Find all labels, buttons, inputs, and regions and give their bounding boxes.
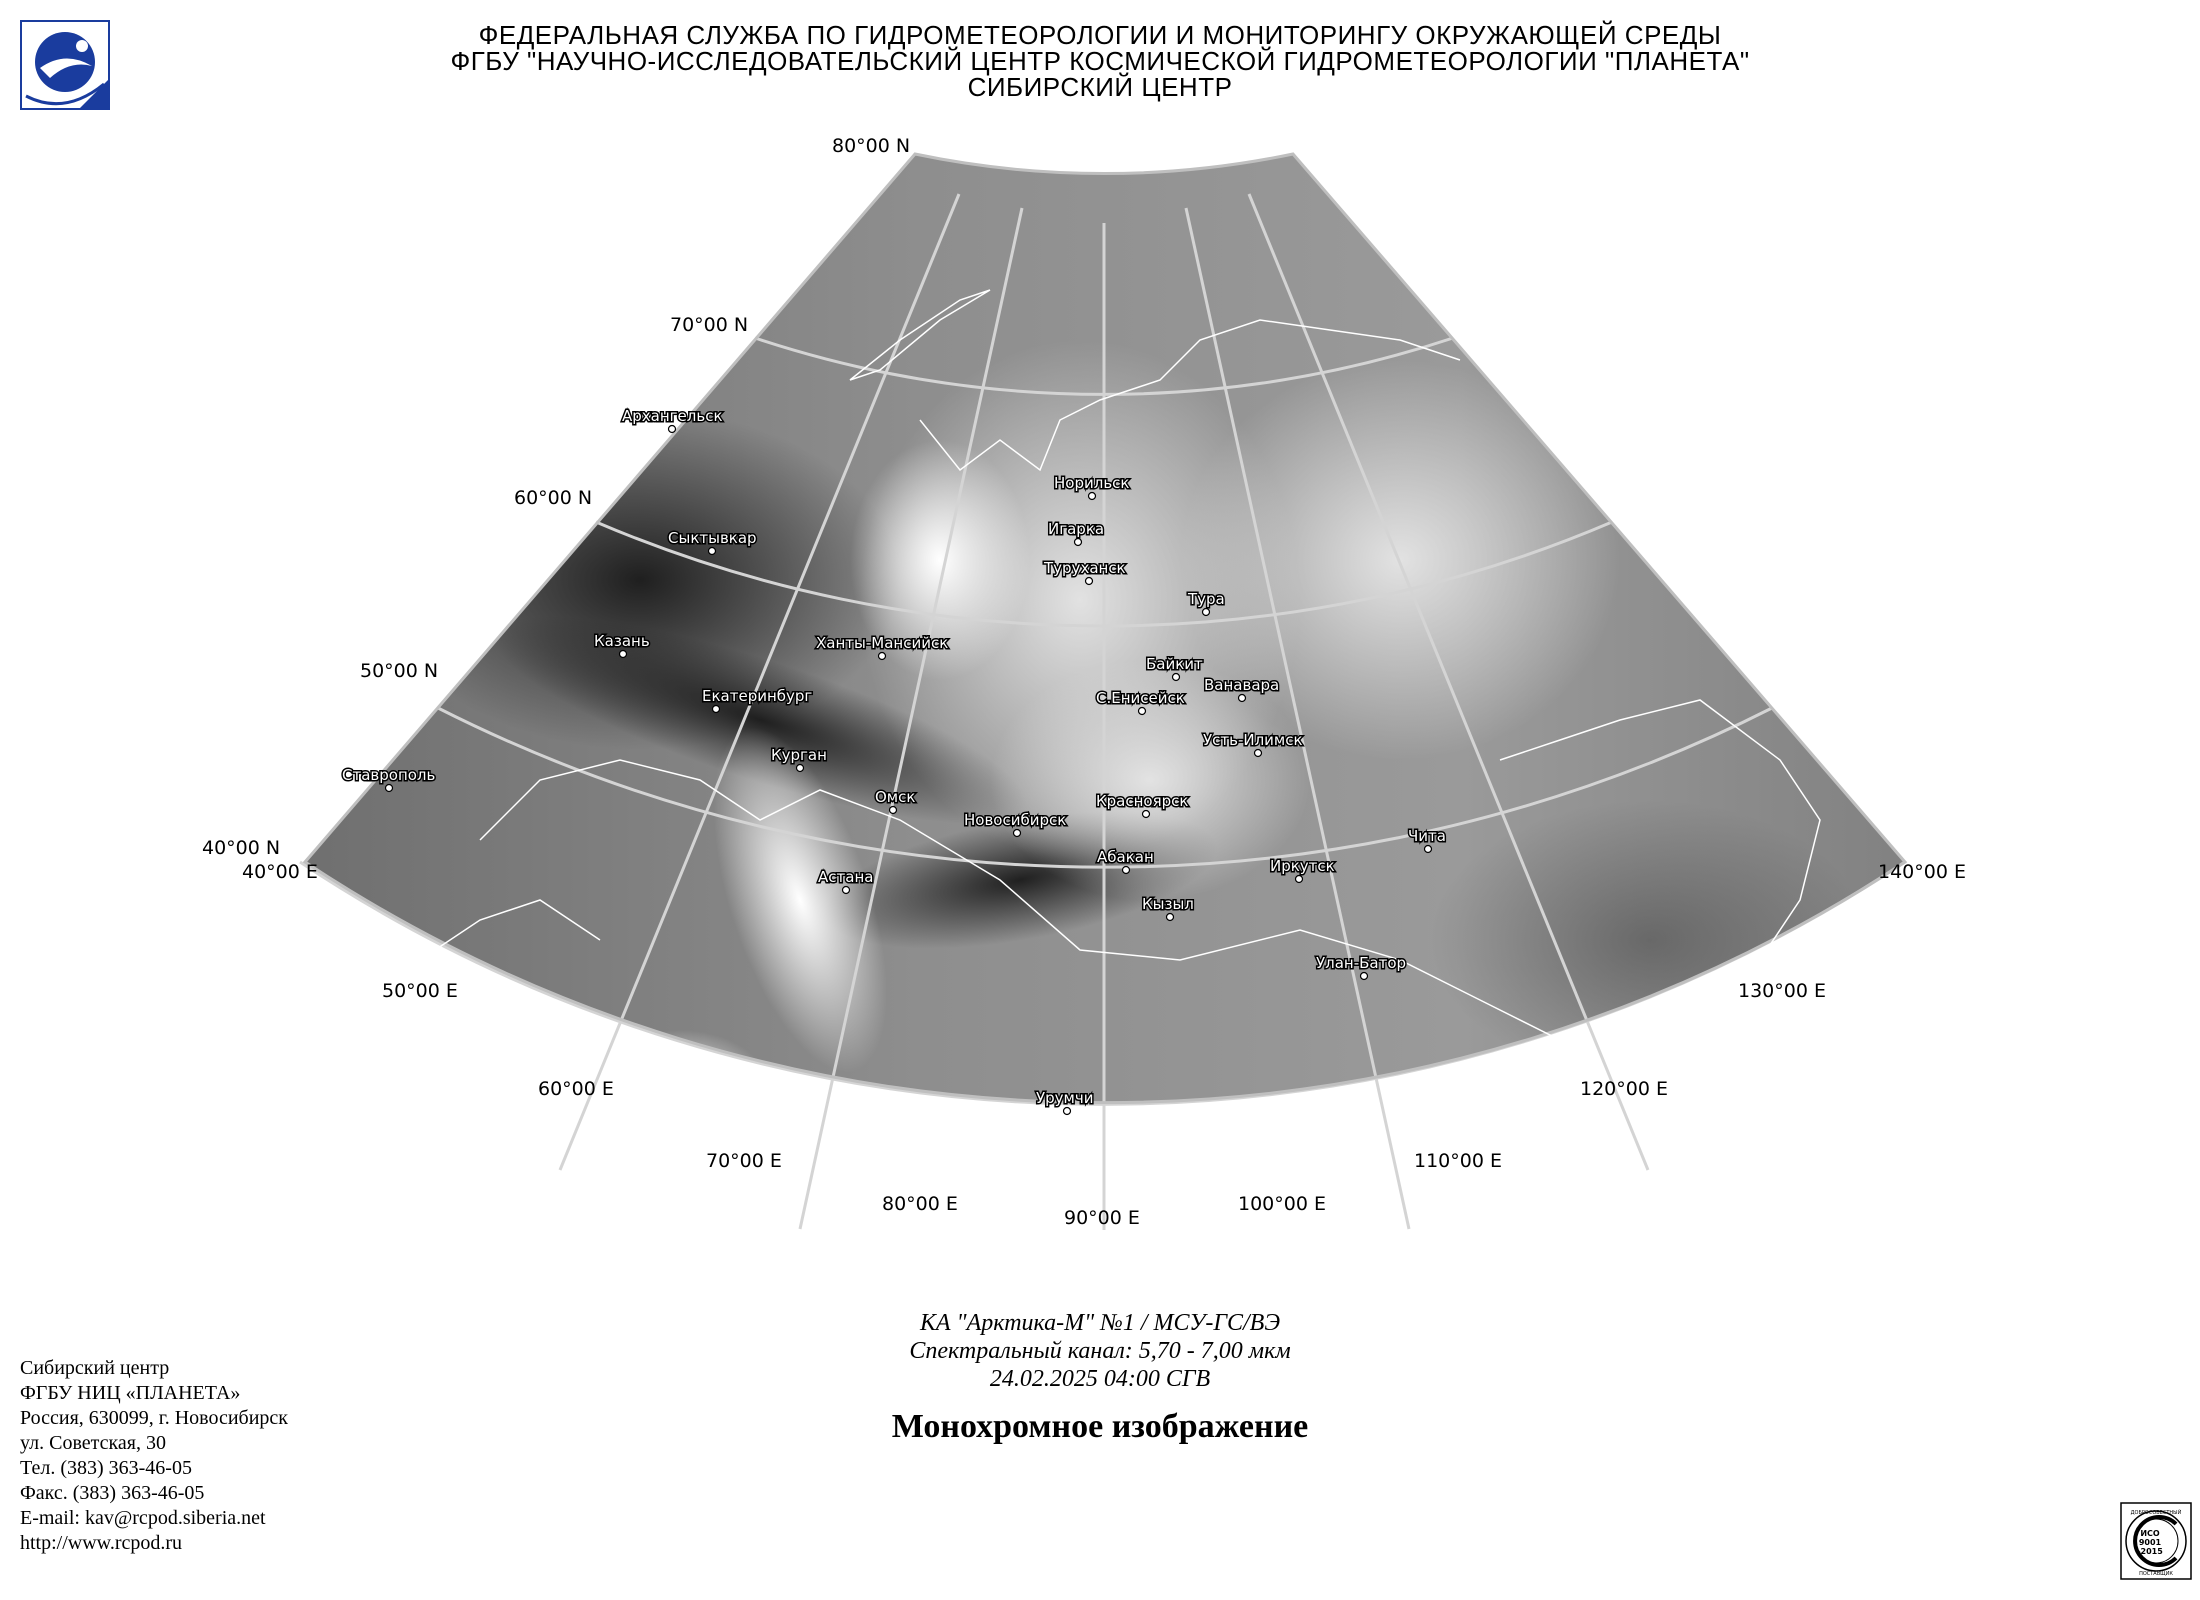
address-line: Сибирский центр xyxy=(20,1357,170,1379)
city-label-khanty-mansiysk: Ханты-Мансийск xyxy=(816,634,949,652)
city-label-stavropol: Ставрополь xyxy=(342,766,436,784)
datetime-caption: 24.02.2025 04:00 СГВ xyxy=(989,1366,1211,1392)
badge-iso-text: ИСО xyxy=(2140,1529,2160,1538)
city-label-arkhangelsk: Архангельск xyxy=(622,407,723,425)
lon-label-120: 120°00 E xyxy=(1580,1078,1668,1100)
city-label-tura: Тура xyxy=(1188,590,1225,608)
city-marker xyxy=(709,548,716,555)
website-line: http://www.rcpod.ru xyxy=(20,1532,183,1554)
badge-bottom-text: ПОСТАВЩИК xyxy=(2139,1571,2173,1577)
city-marker xyxy=(1139,708,1146,715)
badge-top-text: ДОБРОСОВЕСТНЫЙ xyxy=(2130,1510,2182,1516)
lon-label-50: 50°00 E xyxy=(382,980,458,1002)
badge-iso-number: 9001 xyxy=(2138,1538,2162,1547)
city-marker xyxy=(797,765,804,772)
lat-label-70: 70°00 N xyxy=(670,314,749,336)
city-marker xyxy=(1167,914,1174,921)
header-line-2: ФГБУ "НАУЧНО-ИССЛЕДОВАТЕЛЬСКИЙ ЦЕНТР КОСМИЧЕСКОЙ ГИДРОМЕТЕОРОЛОГИИ "ПЛАНЕТА" xyxy=(450,46,1750,76)
city-marker xyxy=(713,706,720,713)
city-marker xyxy=(879,653,886,660)
lon-label-40: 40°00 E xyxy=(242,861,318,883)
city-label-kazan: Казань xyxy=(594,632,650,650)
address-line: Факс. (383) 363-46-05 xyxy=(20,1482,205,1504)
city-label-kurgan: Курган xyxy=(771,746,827,764)
email-line: E-mail: kav@rcpod.siberia.net xyxy=(20,1507,266,1529)
city-label-urumqi: Урумчи xyxy=(1036,1089,1094,1107)
lon-label-140: 140°00 E xyxy=(1878,861,1966,883)
lon-label-70: 70°00 E xyxy=(706,1150,782,1172)
header-line-3: СИБИРСКИЙ ЦЕНТР xyxy=(967,72,1233,102)
lon-label-80: 80°00 E xyxy=(882,1193,958,1215)
city-label-vanavara: Ванавара xyxy=(1204,676,1280,694)
city-label-baykit: Байкит xyxy=(1146,655,1203,673)
channel-caption: Спектральный канал: 5,70 - 7,00 мкм xyxy=(909,1338,1291,1364)
city-marker xyxy=(1203,609,1210,616)
city-marker xyxy=(1255,750,1262,757)
lat-label-60: 60°00 N xyxy=(514,487,593,509)
product-title: Монохромное изображение xyxy=(891,1408,1309,1445)
lat-label-40: 40°00 N xyxy=(202,837,281,859)
lat-label-80: 80°00 N xyxy=(832,135,911,157)
address-line: Тел. (383) 363-46-05 xyxy=(20,1457,192,1479)
city-label-ust-ilimsk: Усть-Илимск xyxy=(1203,731,1303,749)
lat-label-50: 50°00 N xyxy=(360,660,439,682)
city-marker xyxy=(890,807,897,814)
city-marker xyxy=(386,785,393,792)
city-marker xyxy=(843,887,850,894)
city-marker xyxy=(1173,674,1180,681)
address-line: ФГБУ НИЦ «ПЛАНЕТА» xyxy=(20,1382,241,1404)
lon-label-60: 60°00 E xyxy=(538,1078,614,1100)
city-label-norilsk: Норильск xyxy=(1054,474,1130,492)
city-label-s-yeniseysk: С.Енисейск xyxy=(1096,689,1185,707)
city-marker xyxy=(1361,973,1368,980)
city-label-turukhansk: Туруханск xyxy=(1044,559,1126,577)
header-line-1: ФЕДЕРАЛЬНАЯ СЛУЖБА ПО ГИДРОМЕТЕОРОЛОГИИ И МОНИТОРИНГУ ОКРУЖАЮЩЕЙ СРЕДЫ xyxy=(478,20,1722,50)
address-line: ул. Советская, 30 xyxy=(20,1432,166,1454)
city-marker xyxy=(1296,876,1303,883)
city-label-abakan: Абакан xyxy=(1097,848,1154,866)
city-label-irkutsk: Иркутск xyxy=(1270,857,1335,875)
city-label-astana: Астана xyxy=(818,868,874,886)
satellite-caption: КА "Арктика-М" №1 / МСУ-ГС/ВЭ xyxy=(919,1310,1281,1336)
city-label-novosibirsk: Новосибирск xyxy=(964,811,1067,829)
city-marker xyxy=(620,651,627,658)
city-marker xyxy=(669,426,676,433)
city-marker xyxy=(1014,830,1021,837)
city-marker xyxy=(1123,867,1130,874)
address-block xyxy=(20,1356,288,1556)
city-label-syktyvkar: Сыктывкар xyxy=(668,529,757,547)
city-label-chita: Чита xyxy=(1408,827,1446,845)
city-marker xyxy=(1086,578,1093,585)
city-label-ulaanbaatar: Улан-Батор xyxy=(1316,954,1407,972)
city-marker xyxy=(1089,493,1096,500)
lon-label-110: 110°00 E xyxy=(1414,1150,1502,1172)
city-marker xyxy=(1143,811,1150,818)
city-label-omsk: Омск xyxy=(875,788,916,806)
city-label-yekaterinburg: Екатеринбург xyxy=(702,687,813,705)
lon-label-90: 90°00 E xyxy=(1064,1207,1140,1229)
city-marker xyxy=(1064,1108,1071,1115)
city-marker xyxy=(1239,695,1246,702)
city-label-igarka: Игарка xyxy=(1048,520,1105,538)
city-marker xyxy=(1425,846,1432,853)
city-marker xyxy=(1075,539,1082,546)
lon-label-100: 100°00 E xyxy=(1238,1193,1326,1215)
city-label-krasnoyarsk: Красноярск xyxy=(1096,792,1189,810)
city-label-kyzyl: Кызыл xyxy=(1142,895,1194,913)
lon-label-130: 130°00 E xyxy=(1738,980,1826,1002)
address-line: Россия, 630099, г. Новосибирск xyxy=(20,1407,289,1429)
badge-iso-year: -2015 xyxy=(2137,1547,2163,1556)
iso-badge xyxy=(2120,1502,2192,1580)
